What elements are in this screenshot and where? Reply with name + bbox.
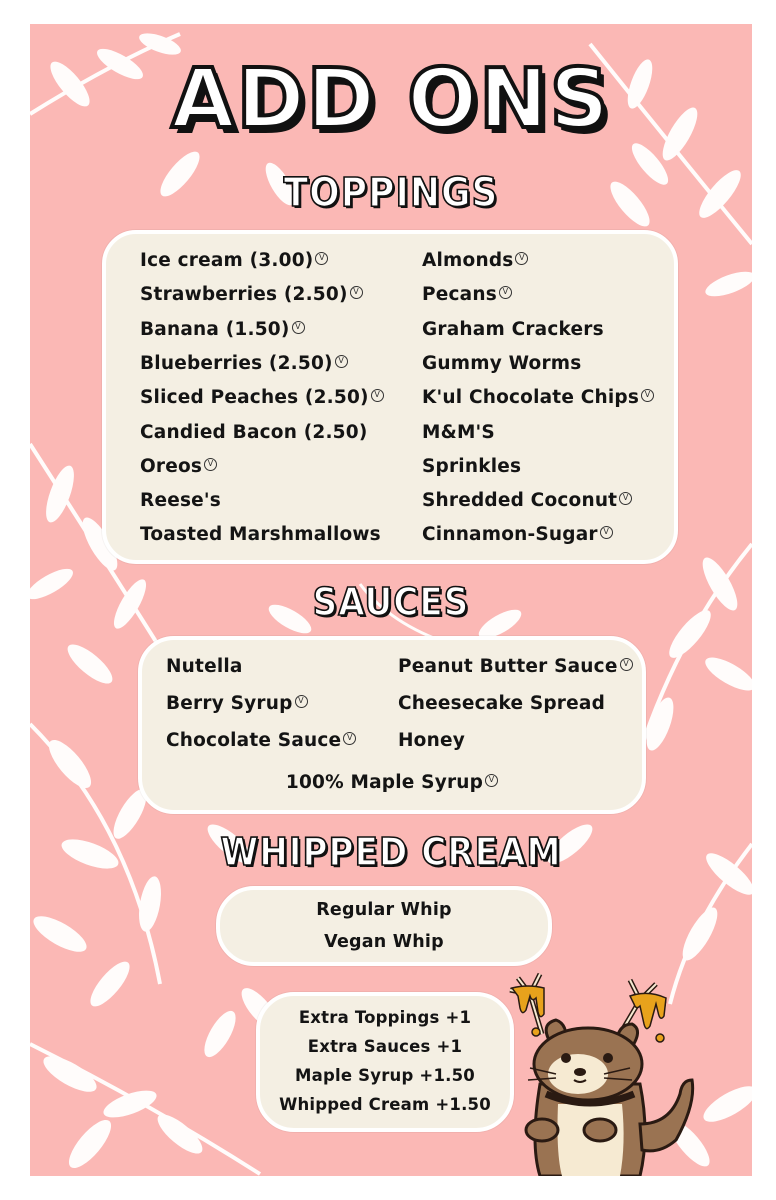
vegan-icon: V <box>485 774 498 787</box>
topping-item: Pecans V <box>422 284 512 305</box>
whipped-cream-heading: WHIPPED CREAM <box>220 830 562 874</box>
vegan-icon: V <box>641 389 654 402</box>
sauce-item: Peanut Butter Sauce V <box>398 656 633 677</box>
topping-item: Shredded Coconut V <box>422 490 632 511</box>
vegan-icon: V <box>295 695 308 708</box>
extras-item: Whipped Cream +1.50 <box>279 1095 491 1114</box>
menu-poster <box>30 24 752 1176</box>
topping-item: Blueberries (2.50) V <box>140 353 348 374</box>
topping-item: Reese's <box>140 490 221 512</box>
page-title: ADD ONS <box>171 52 611 147</box>
topping-item: Almonds V <box>422 250 528 271</box>
topping-item: Sprinkles <box>422 455 522 477</box>
vegan-icon: V <box>343 732 356 745</box>
whipped-item: Regular Whip <box>316 900 452 920</box>
sauce-item: Nutella <box>166 656 243 677</box>
topping-item: Toasted Marshmallows <box>140 524 381 546</box>
toppings-panel <box>102 230 678 564</box>
sauce-item-maple-syrup: 100% Maple Syrup V <box>142 772 642 793</box>
extras-item: Maple Syrup +1.50 <box>295 1066 475 1085</box>
topping-item: Cinnamon-Sugar V <box>422 524 613 545</box>
topping-item: Oreos V <box>140 456 217 477</box>
vegan-icon: V <box>619 492 632 505</box>
topping-item: Strawberries (2.50) V <box>140 284 363 305</box>
extras-item: Extra Sauces +1 <box>307 1037 463 1056</box>
vegan-icon: V <box>499 286 512 299</box>
sauces-panel <box>138 636 646 814</box>
topping-item: K'ul Chocolate Chips V <box>422 387 654 408</box>
topping-item: Gummy Worms <box>422 352 582 374</box>
sauce-item: Cheesecake Spread <box>398 693 606 714</box>
vegan-icon: V <box>315 252 328 265</box>
topping-item: Ice cream (3.00) V <box>140 250 328 271</box>
vegan-icon: V <box>600 526 613 539</box>
vegan-icon: V <box>350 286 363 299</box>
toppings-heading: TOPPINGS <box>283 170 499 216</box>
whipped-item: Vegan Whip <box>324 932 444 952</box>
sauce-item: Honey <box>398 730 465 751</box>
vegan-icon: V <box>204 458 217 471</box>
vegan-icon: V <box>335 355 348 368</box>
topping-item: Sliced Peaches (2.50) V <box>140 387 384 408</box>
vegan-icon: V <box>620 658 633 671</box>
topping-item: Graham Crackers <box>422 318 604 340</box>
sauce-item: Chocolate Sauce V <box>166 730 356 751</box>
sauces-heading: SAUCES <box>312 580 470 624</box>
vegan-icon: V <box>371 389 384 402</box>
topping-item: M&M'S <box>422 421 495 443</box>
sauce-item: Berry Syrup V <box>166 693 308 714</box>
vegan-icon: V <box>292 321 305 334</box>
jackalope-mascot-illustration <box>470 954 710 1176</box>
vegan-icon: V <box>515 252 528 265</box>
extras-item: Extra Toppings +1 <box>298 1008 472 1027</box>
topping-item: Banana (1.50) V <box>140 319 305 340</box>
topping-item: Candied Bacon (2.50) <box>140 421 368 443</box>
